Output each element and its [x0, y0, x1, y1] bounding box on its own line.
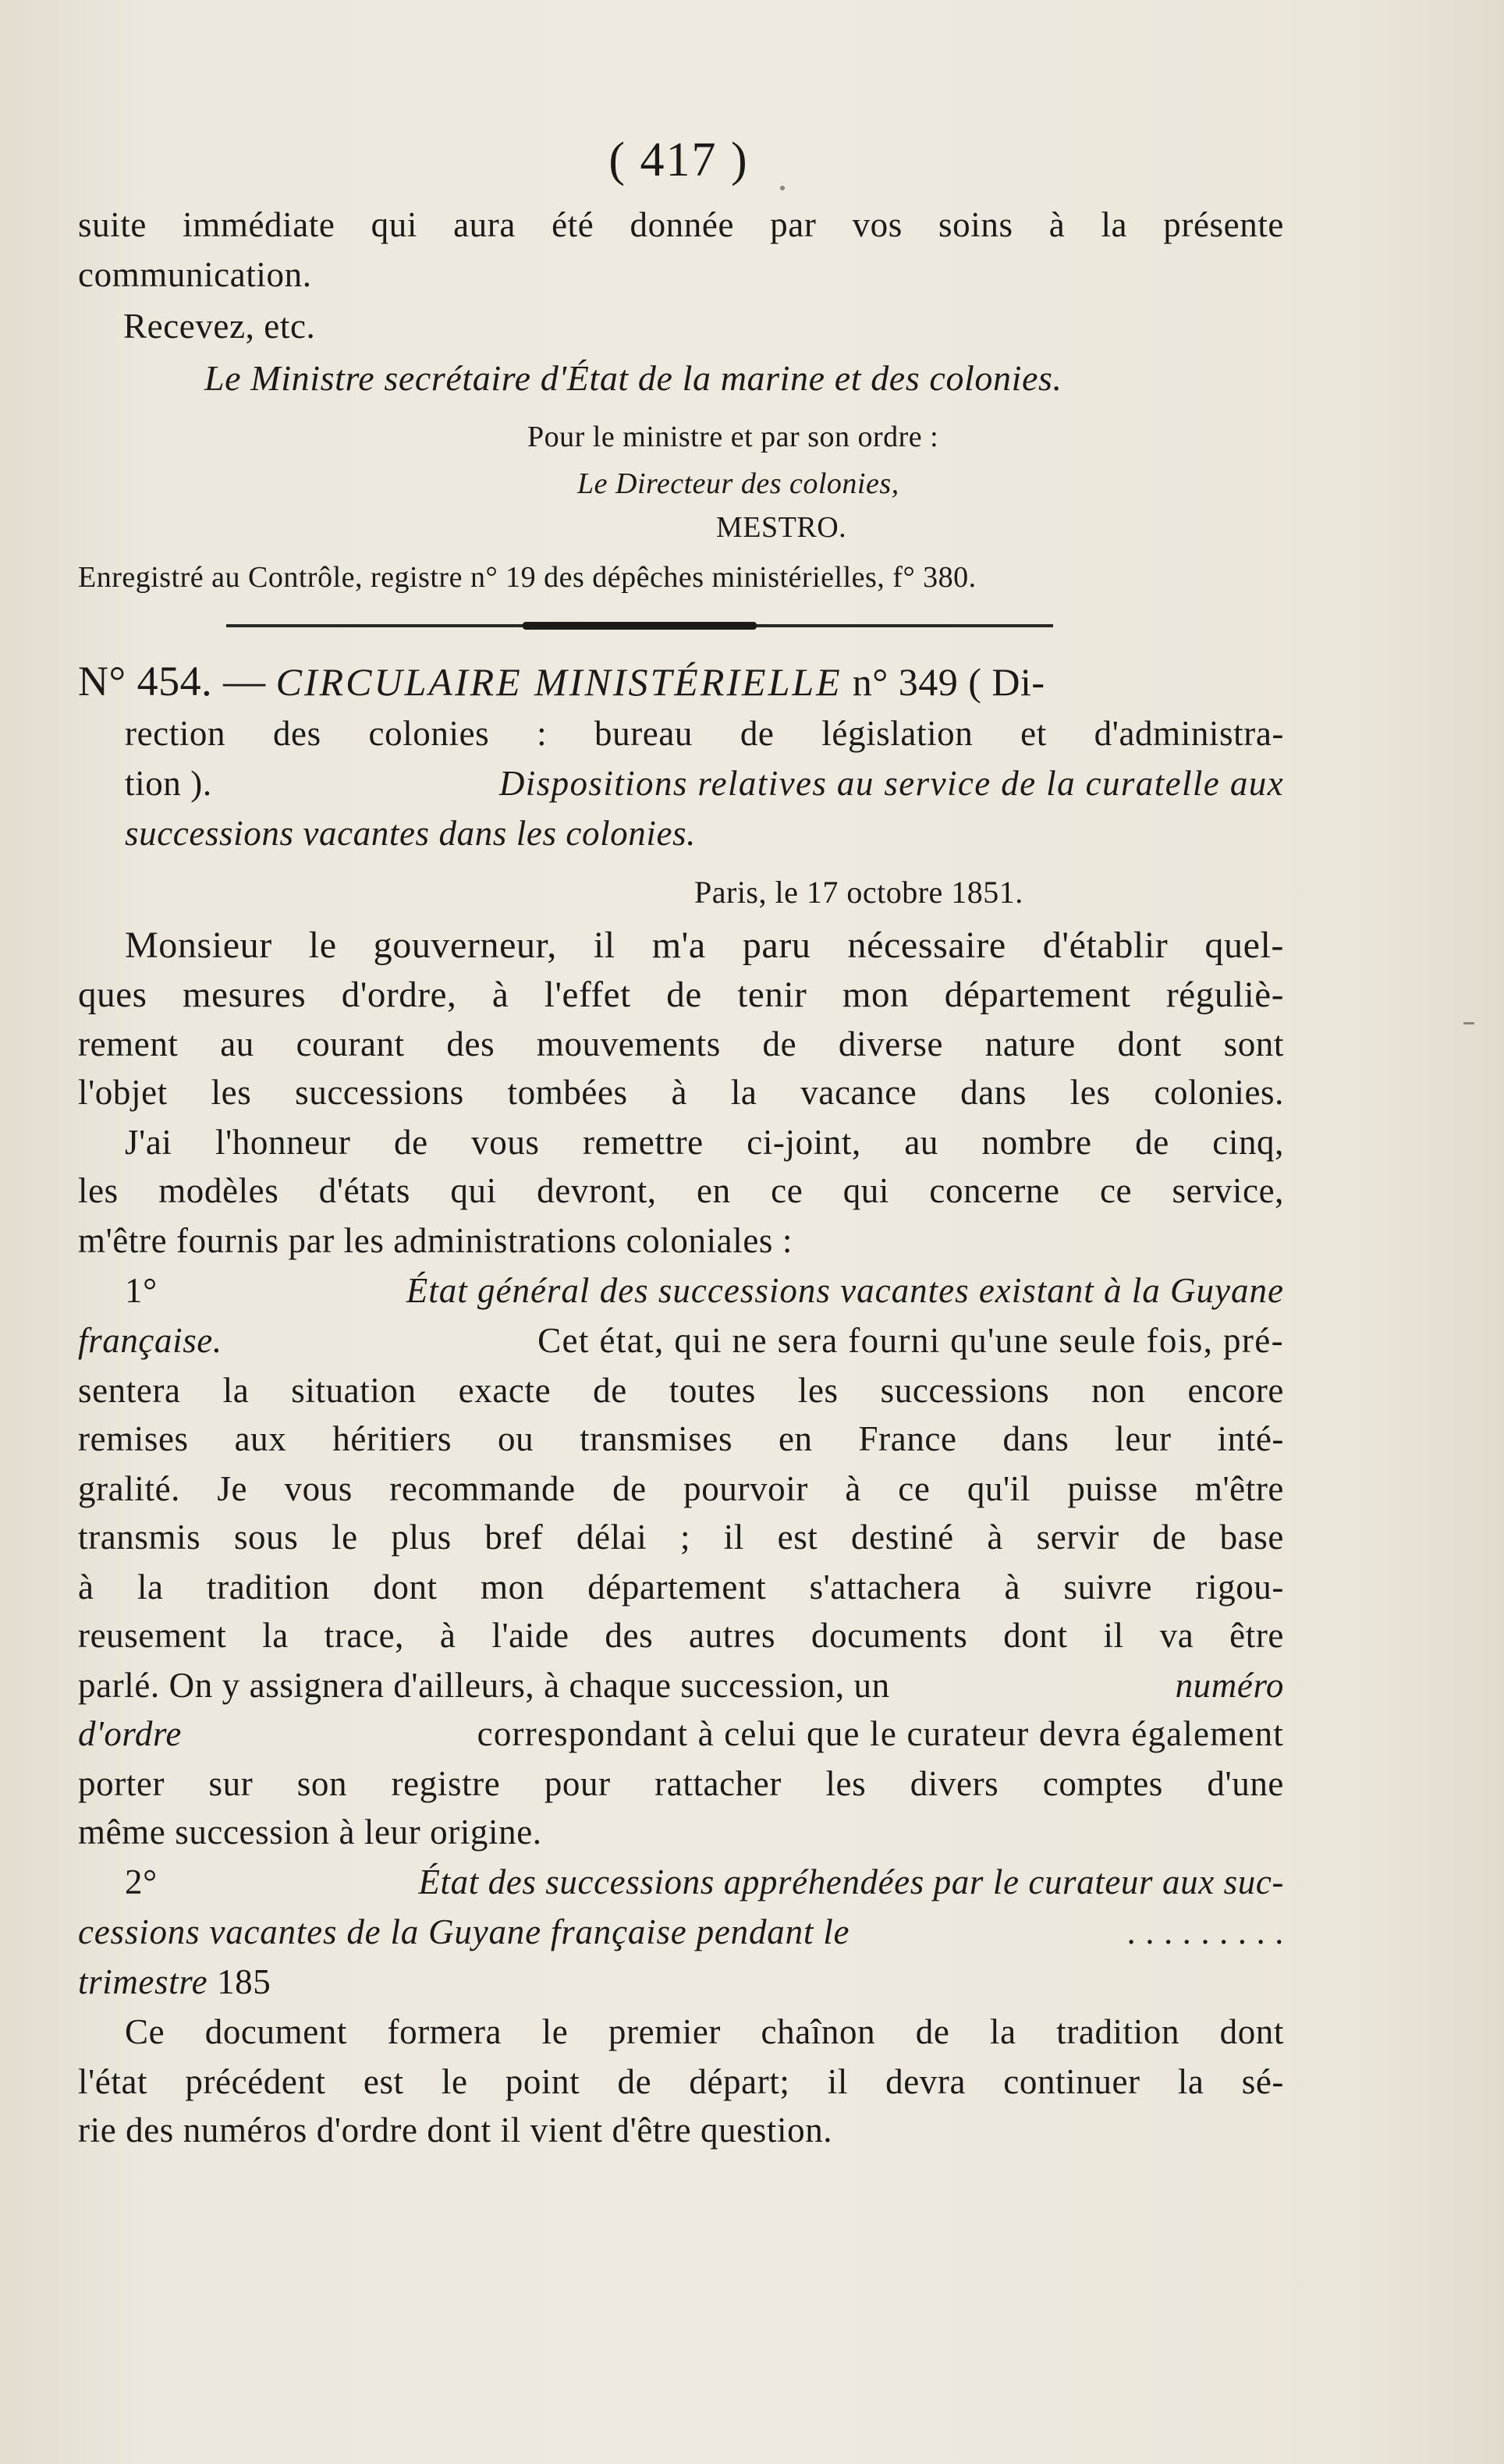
paper-speck: [1463, 1022, 1474, 1024]
text-line: suite immédiate qui aura été donnée par vos soins à la présente: [78, 205, 1284, 244]
text-fragment: Cet état, qui ne sera fourni qu'une seule fois, pré-: [537, 1321, 1284, 1360]
item-heading-end: [78, 1962, 271, 2002]
item-title: trimestre: [78, 1962, 208, 2001]
director-title: Le Directeur des colonies,: [577, 467, 899, 500]
text-line: l'objet les successions tombées à la vacance dans les colonies.: [78, 1073, 1284, 1112]
text-line: transmis sous le plus bref délai ; il est destiné à servir de base: [78, 1518, 1284, 1557]
circular-subject: Dispositions relatives au service de la curatelle aux: [498, 764, 1284, 803]
for-minister-line: Pour le ministre et par son ordre :: [527, 421, 939, 453]
year-blank: 185: [217, 1962, 271, 2001]
circular-heading: [78, 657, 1045, 705]
text-line: communication.: [78, 255, 312, 294]
item-heading: [125, 1862, 1284, 1902]
item-number: 2°: [125, 1862, 158, 1901]
text-line: rie des numéros d'ordre dont il vient d'être question.: [78, 2111, 833, 2150]
section-divider: [226, 624, 1053, 627]
dateline: Paris, le 17 octobre 1851.: [694, 875, 1023, 910]
registration-note: Enregistré au Contrôle, registre n° 19 des dépêches ministérielles, f° 380.: [78, 561, 977, 594]
text-line: Monsieur le gouverneur, il m'a paru nécessaire d'établir quel-: [125, 925, 1284, 966]
item-title: État des successions appréhendées par le curateur aux suc-: [418, 1862, 1284, 1901]
text-line: remises aux héritiers ou transmises en France dans leur inté-: [78, 1419, 1284, 1458]
salutation: Recevez, etc.: [123, 307, 316, 346]
text-line: sentera la situation exacte de toutes les successions non encore: [78, 1371, 1284, 1410]
text-line: reusement la trace, à l'aide des autres documents dont il va être: [78, 1616, 1284, 1655]
item-title: française.: [78, 1321, 222, 1360]
text-line: rement au courant des mouvements de diverse nature dont sont: [78, 1024, 1284, 1063]
text-line: m'être fournis par les administrations coloniales :: [78, 1221, 793, 1260]
signature: MESTRO.: [716, 511, 847, 544]
minister-title: Le Ministre secrétaire d'État de la marine et des colonies.: [204, 358, 1062, 398]
circular-title: CIRCULAIRE MINISTÉRIELLE: [275, 660, 842, 704]
emphasis: numéro: [1175, 1666, 1284, 1705]
text-line: rection des colonies : bureau de législation et d'administra-: [125, 714, 1284, 753]
text-line: ques mesures d'ordre, à l'effet de tenir mon département réguliè-: [78, 975, 1284, 1015]
paper-speck: [780, 186, 785, 190]
circular-number: N° 454. —: [78, 658, 266, 705]
circular-subject: successions vacantes dans les colonies.: [125, 814, 697, 853]
circular-subject-line: [125, 763, 1284, 804]
text-line: Ce document formera le premier chaînon de la tradition dont: [125, 2012, 1284, 2051]
text-line-mixed: [78, 1665, 1284, 1706]
item-heading-cont: [78, 1912, 1284, 1952]
text-line: J'ai l'honneur de vous remettre ci-joint, au nombre de cinq,: [125, 1123, 1284, 1162]
text-fragment: correspondant à celui que le curateur devra également: [477, 1714, 1284, 1753]
emphasis: d'ordre: [78, 1714, 182, 1753]
item-heading: [125, 1270, 1284, 1311]
circular-reference: n° 349 ( Di-: [852, 660, 1045, 704]
item-number: 1°: [125, 1271, 158, 1310]
leader-dots: . . . . . . . . .: [1126, 1912, 1284, 1951]
text-line: même succession à leur origine.: [78, 1812, 542, 1852]
text-line: gralité. Je vous recommande de pourvoir à ce qu'il puisse m'être: [78, 1469, 1284, 1508]
text-line: porter sur son registre pour rattacher les divers comptes d'une: [78, 1764, 1284, 1803]
text-line: l'état précédent est le point de départ; il devra continuer la sé-: [78, 2062, 1284, 2101]
page-number: ( 417 ): [608, 133, 749, 186]
text-line: à la tradition dont mon département s'attachera à suivre rigou-: [78, 1568, 1284, 1607]
item-title: cessions vacantes de la Guyane française pendant le: [78, 1912, 850, 1951]
item-title: État général des successions vacantes existant à la Guyane: [406, 1271, 1284, 1310]
text-line: les modèles d'états qui devront, en ce qui concerne ce service,: [78, 1171, 1284, 1210]
text-line-mixed: [78, 1713, 1284, 1754]
text-fragment: tion ).: [125, 764, 212, 803]
item-heading-cont: [78, 1320, 1284, 1361]
text-fragment: parlé. On y assignera d'ailleurs, à chaque succession, un: [78, 1666, 890, 1705]
